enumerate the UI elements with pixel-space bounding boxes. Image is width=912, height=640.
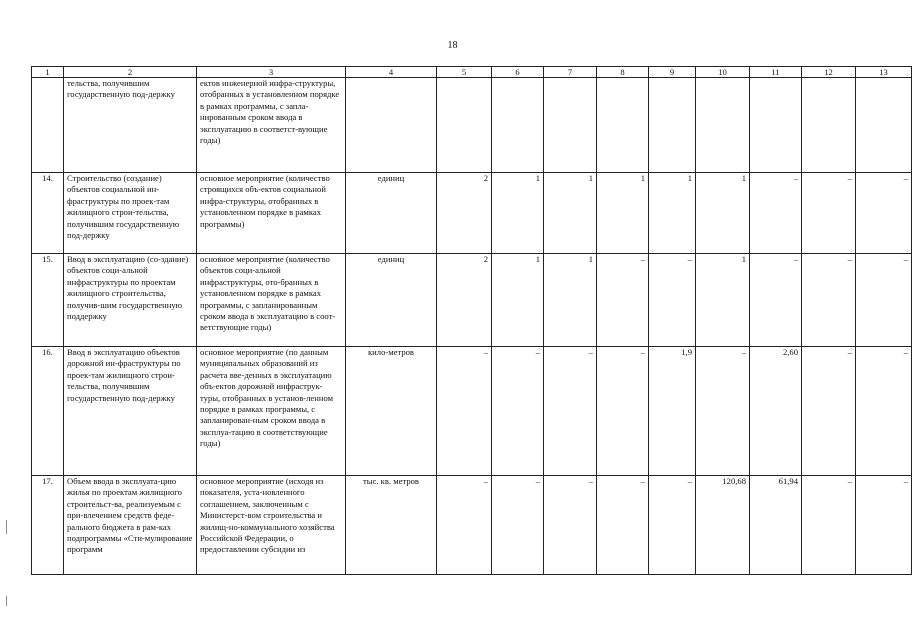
row-index: 14. — [32, 173, 64, 254]
row-value — [492, 78, 544, 173]
row-value — [802, 78, 856, 173]
row-value: – — [492, 476, 544, 575]
row-value — [856, 78, 912, 173]
row-value: 1 — [544, 254, 597, 347]
column-header: 5 — [437, 67, 492, 78]
row-name: тельства, получившим государственную под-держку — [64, 78, 197, 173]
row-value — [750, 78, 802, 173]
row-value: 2 — [437, 173, 492, 254]
row-value: – — [437, 347, 492, 476]
row-description: основное мероприятие (исходя из показателя, уста-новленного соглашением, заключенным с Министерст-вом строительства и жилищ-но-коммунального хозяйства Российской Федерации, о предоставлении субсидии из — [197, 476, 346, 575]
row-value: – — [802, 347, 856, 476]
row-value: – — [750, 254, 802, 347]
row-value — [649, 78, 696, 173]
table-row — [32, 476, 912, 575]
row-value — [437, 78, 492, 173]
row-value: – — [492, 347, 544, 476]
scan-mark — [6, 596, 7, 606]
row-value: – — [856, 254, 912, 347]
column-header: 2 — [64, 67, 197, 78]
row-description: ектов инженерной инфра-структуры, отобранных в установленном порядке в рамках программы, с запла-нированным сроком ввода в эксплуатацию в соответст-вующие годы) — [197, 78, 346, 173]
row-value: – — [649, 254, 696, 347]
row-value: – — [802, 254, 856, 347]
row-value: 120,68 — [696, 476, 750, 575]
row-value: – — [437, 476, 492, 575]
row-unit: единиц — [346, 254, 437, 347]
table-header-row — [32, 67, 912, 78]
row-value: – — [544, 476, 597, 575]
row-value — [544, 78, 597, 173]
table-row — [32, 173, 912, 254]
row-value: – — [696, 347, 750, 476]
table-row — [32, 78, 912, 173]
row-name: Ввод в эксплуатацию (со-здание) объектов соци-альной инфраструктуры по проектам жилищного строительства, получив-шим государственную поддержку — [64, 254, 197, 347]
row-unit: единиц — [346, 173, 437, 254]
row-value: – — [750, 173, 802, 254]
row-value: 1,9 — [649, 347, 696, 476]
data-table — [31, 66, 912, 575]
row-value: 1 — [492, 254, 544, 347]
column-header: 12 — [802, 67, 856, 78]
row-name: Строительство (создание) объектов социальной ин-фраструктуры по проек-там жилищного строи-тельства, получившим государственную под-держку — [64, 173, 197, 254]
row-value: – — [597, 476, 649, 575]
row-description: основное мероприятие (по данным муниципальных образований из расчета вве-денных в эксплуатацию объ-ектов дорожной инфраструк-туры, отобранных в установ-ленном порядке в рамках программы, с запланирован-ным сроком ввода в эксплуа-тацию в соответствующие годы) — [197, 347, 346, 476]
scan-mark — [6, 520, 7, 534]
row-value: 61,94 — [750, 476, 802, 575]
row-value: – — [856, 476, 912, 575]
row-value: 2,60 — [750, 347, 802, 476]
row-index: 16. — [32, 347, 64, 476]
row-value — [696, 78, 750, 173]
column-header: 11 — [750, 67, 802, 78]
column-header: 7 — [544, 67, 597, 78]
row-name: Объем ввода в эксплуата-цию жилья по проектам жилищного строительст-ва, реализуемым с при-влечением средств феде-рального бюджета в рам-ках подпрограммы «Сти-мулирование программ — [64, 476, 197, 575]
column-header: 13 — [856, 67, 912, 78]
row-description: основное мероприятие (количество строящихся объ-ектов социальной инфра-структуры, отобранных в установленном порядке в рамках программы) — [197, 173, 346, 254]
row-index: 15. — [32, 254, 64, 347]
row-value: – — [802, 476, 856, 575]
row-index — [32, 78, 64, 173]
row-value: 1 — [696, 254, 750, 347]
column-header: 4 — [346, 67, 437, 78]
row-name: Ввод в эксплуатацию объектов дорожной ин-фраструктуры по проек-там жилищного строи-тельства, получившим государственную под-держку — [64, 347, 197, 476]
column-header: 6 — [492, 67, 544, 78]
row-value — [597, 78, 649, 173]
row-value: – — [856, 173, 912, 254]
row-index: 17. — [32, 476, 64, 575]
row-unit — [346, 78, 437, 173]
row-value: – — [802, 173, 856, 254]
column-header: 3 — [197, 67, 346, 78]
row-value: 2 — [437, 254, 492, 347]
row-value: 1 — [544, 173, 597, 254]
row-value: 1 — [597, 173, 649, 254]
row-value: 1 — [649, 173, 696, 254]
row-value: 1 — [492, 173, 544, 254]
row-value: – — [544, 347, 597, 476]
page-number: 18 — [447, 40, 458, 51]
table-row — [32, 347, 912, 476]
row-value: – — [597, 347, 649, 476]
row-value: 1 — [696, 173, 750, 254]
row-unit: тыс. кв. метров — [346, 476, 437, 575]
row-value: – — [597, 254, 649, 347]
column-header: 8 — [597, 67, 649, 78]
column-header: 1 — [32, 67, 64, 78]
column-header: 10 — [696, 67, 750, 78]
row-value: – — [856, 347, 912, 476]
row-value: – — [649, 476, 696, 575]
table-row — [32, 254, 912, 347]
row-unit: кило-метров — [346, 347, 437, 476]
row-description: основное мероприятие (количество объектов соци-альной инфраструктуры, ото-бранных в установленном порядке в рамках программы, с запланированным сроком ввода в эксплуатацию в соот-ветствующие годы) — [197, 254, 346, 347]
column-header: 9 — [649, 67, 696, 78]
